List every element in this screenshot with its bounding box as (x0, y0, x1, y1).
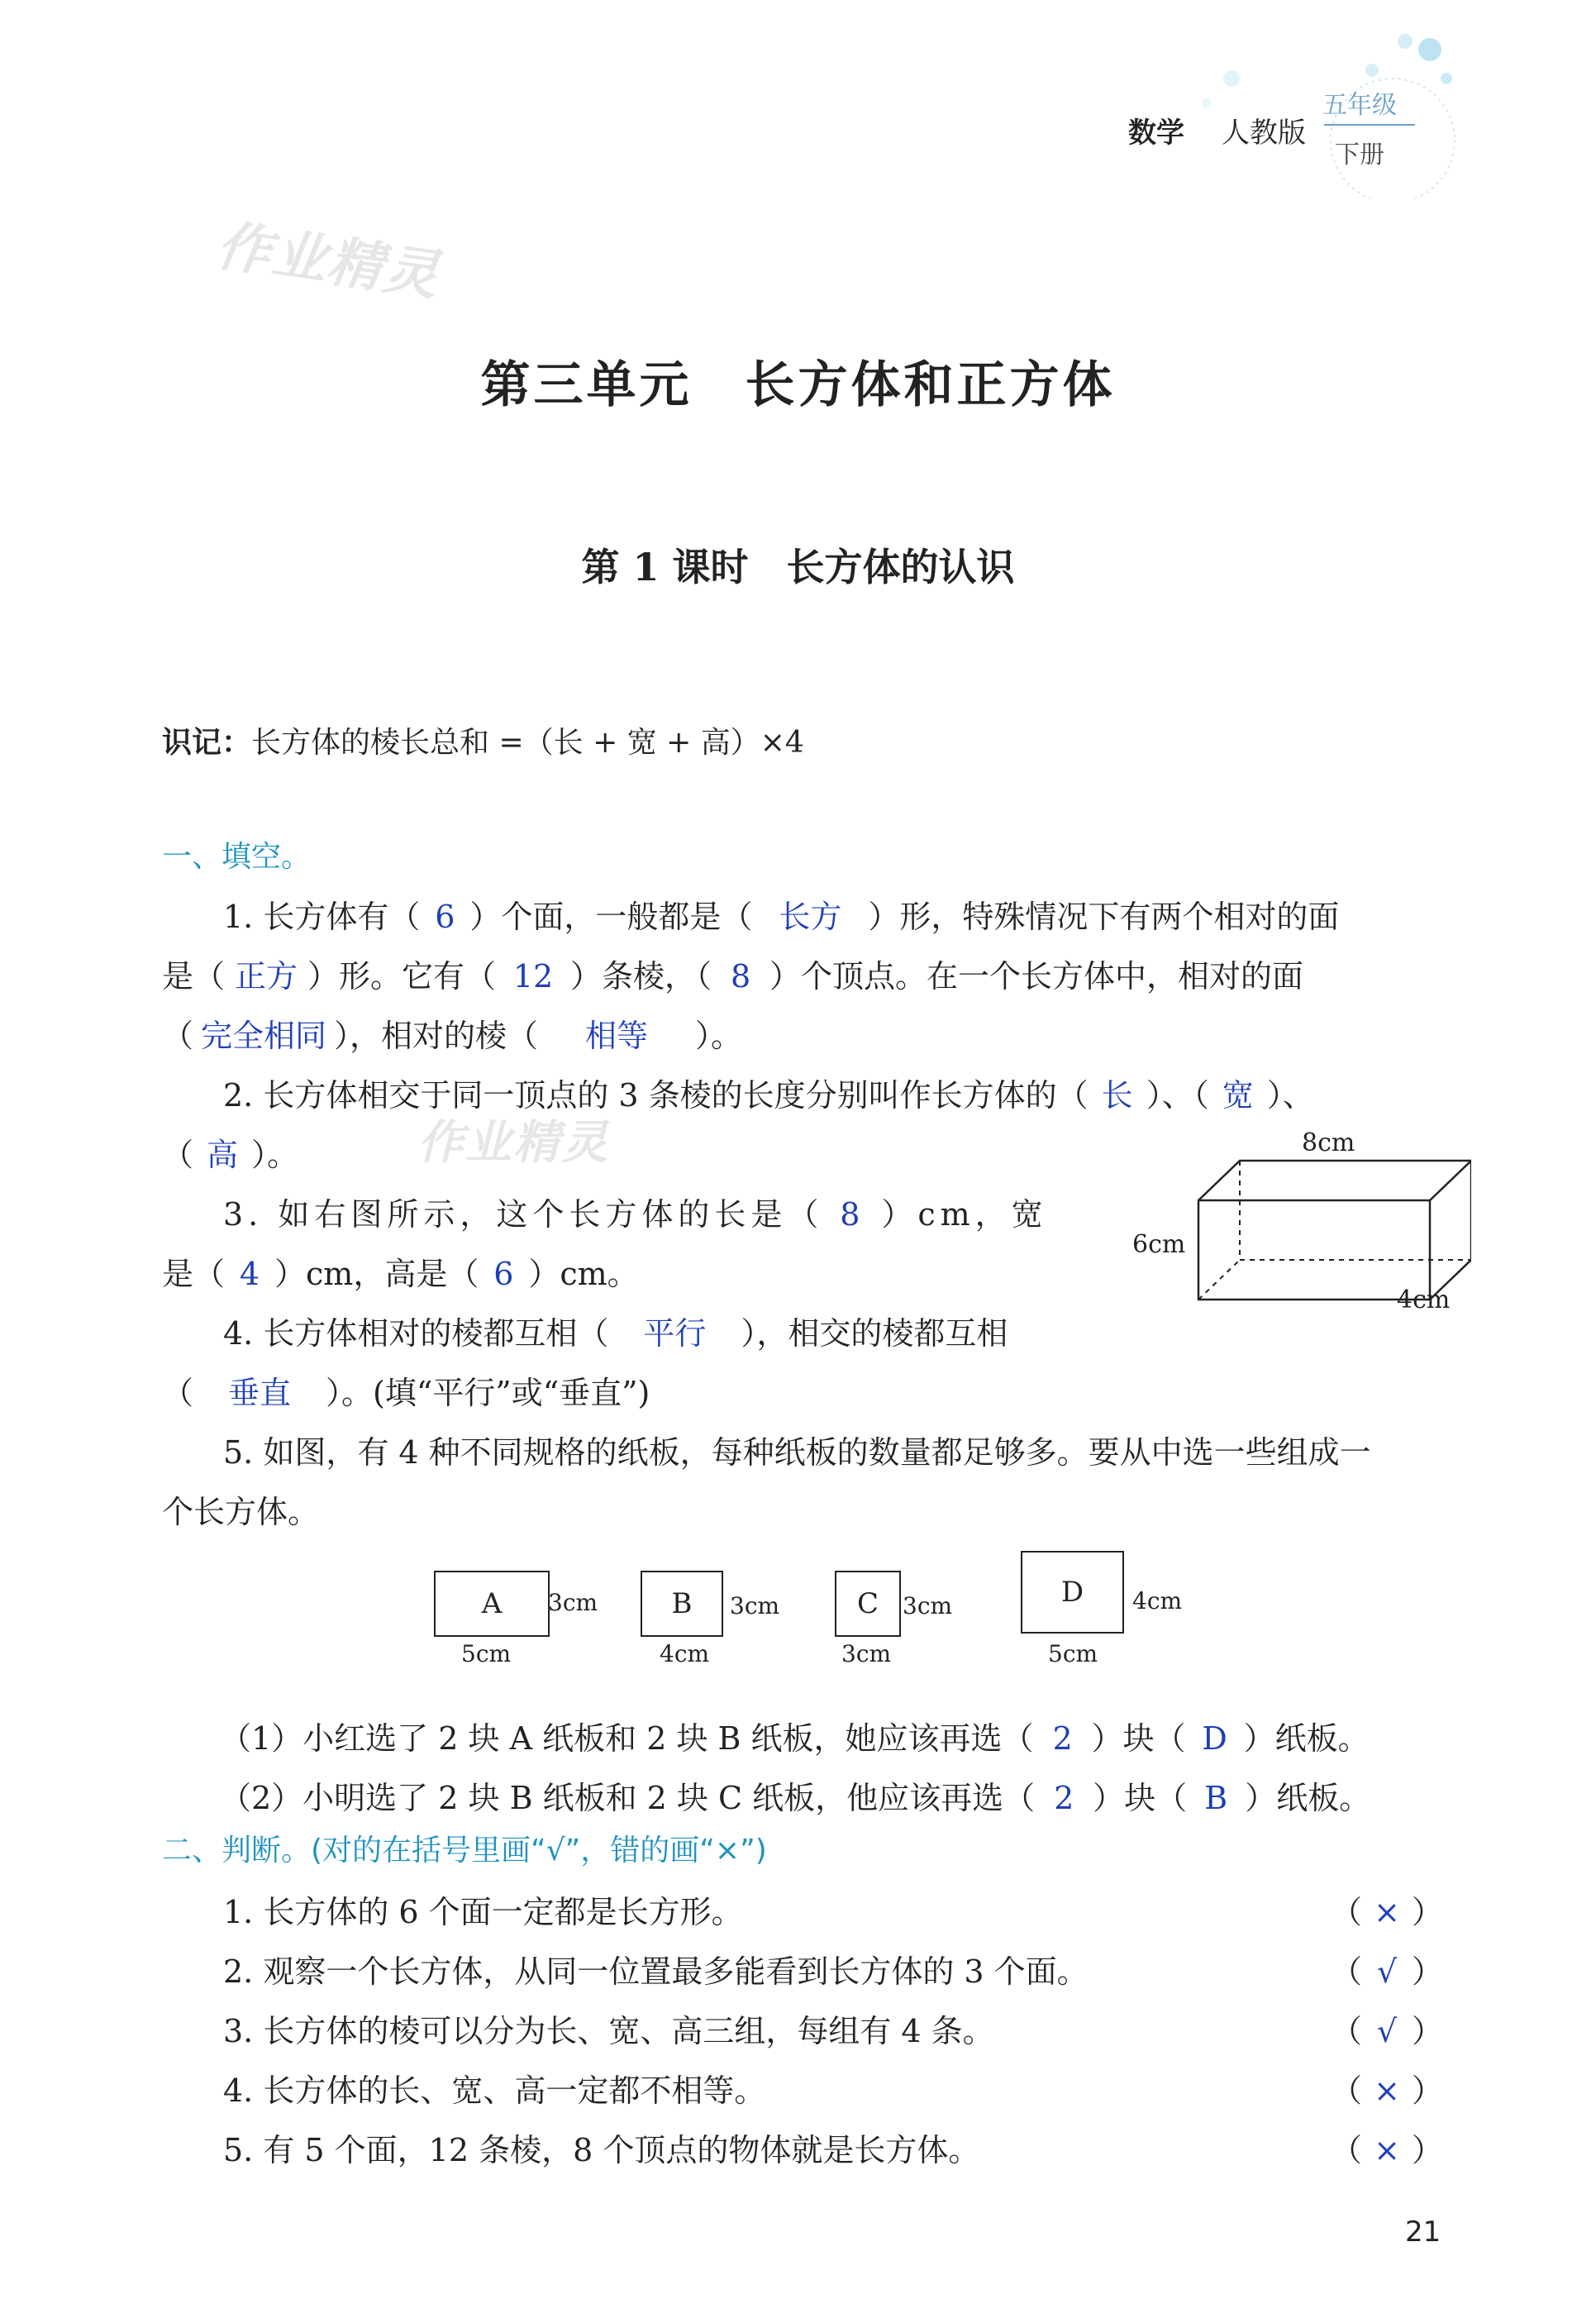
judge-item-3: 3. 长方体的棱可以分为长、宽、高三组，每组有 4 条。 (223, 2013, 994, 2049)
q4-line2: （ 垂直 ）。(填“平行”或“垂直”) (162, 1367, 650, 1413)
q1-line1: 1. 长方体有（ 6 ）个面，一般都是（ 长方 ）形，特殊情况下有两个相对的面 (223, 891, 1339, 937)
board-d: D (1021, 1551, 1124, 1634)
q1-answer-faces: 6 (435, 899, 455, 935)
q1-answer-shape: 长方 (779, 899, 842, 935)
board-b-bottom: 4cm (660, 1640, 710, 1667)
watermark-mid: 作业精灵 (417, 1116, 609, 1170)
page-number: 21 (1405, 2216, 1441, 2249)
watermark-top: 作业精灵 (212, 213, 445, 308)
q5-1-answer-count: 2 (1052, 1720, 1073, 1757)
cuboid-figure (1124, 1124, 1471, 1323)
lesson-title: 第 1 课时 长方体的认识 (581, 545, 1015, 589)
section1-title: 一、填空。 (162, 840, 312, 874)
header-edition: 人教版 (1222, 117, 1306, 150)
q1-line3: （ 完全相同 ），相对的棱（ 相等 ）。 (162, 1010, 742, 1056)
q1-answer-vertices: 8 (730, 958, 751, 994)
q5-line2: 个长方体。 (162, 1494, 320, 1530)
q4-answer-parallel: 平行 (643, 1315, 707, 1352)
q2-answer-height: 高 (207, 1137, 239, 1173)
q5-part1: （1）小红选了 2 块 A 纸板和 2 块 B 纸板，她应该再选（ 2 ）块（ D ）纸板。 (220, 1720, 1370, 1757)
q3-line2: 是（ 4 ）cm，高是（ 6 ）cm。 (162, 1256, 639, 1292)
board-d-side: 4cm (1132, 1587, 1183, 1615)
board-b-side: 3cm (730, 1592, 780, 1619)
q5-2-answer-count: 2 (1054, 1780, 1074, 1816)
header-divider (1324, 124, 1415, 126)
judge-mark-2: （ √ ） (1331, 1953, 1444, 1990)
q1-answer-square: 正方 (235, 958, 298, 994)
q5-part2: （2）小明选了 2 块 B 纸板和 2 块 C 纸板，他应该再选（ 2 ）块（ B ）纸板。 (220, 1780, 1371, 1816)
q1-answer-edges-equal: 相等 (585, 1018, 649, 1054)
judge-item-1: 1. 长方体的 6 个面一定都是长方形。 (223, 1894, 743, 1930)
q2-line2: （ 高 ）。 (162, 1129, 298, 1175)
board-a: A (434, 1571, 550, 1637)
board-d-bottom: 5cm (1048, 1640, 1098, 1667)
board-c-bottom: 3cm (841, 1640, 892, 1667)
judge-mark-5: （ × ） (1331, 2132, 1444, 2168)
board-a-side: 3cm (548, 1589, 598, 1616)
q5-line1: 5. 如图，有 4 种不同规格的纸板，每种纸板的数量都足够多。要从中选一些组成一 (223, 1434, 1371, 1471)
judge-item-4: 4. 长方体的长、宽、高一定都不相等。 (223, 2072, 766, 2109)
q2-answer-length: 长 (1101, 1077, 1133, 1114)
q2-line1: 2. 长方体相交于同一顶点的 3 条棱的长度分别叫作长方体的（ 长 ）、（ 宽 ）、 (223, 1070, 1314, 1115)
q2-answer-width: 宽 (1222, 1077, 1254, 1114)
header-volume: 下册 (1335, 141, 1384, 169)
q3-answer-width: 4 (239, 1256, 260, 1292)
judge-item-5: 5. 有 5 个面，12 条棱，8 个顶点的物体就是长方体。 (223, 2132, 980, 2168)
q4-answer-perpendicular: 垂直 (228, 1375, 292, 1411)
header-decoration (1041, 17, 1471, 198)
judge-mark-3: （ √ ） (1331, 2013, 1444, 2049)
q5-1-answer-board: D (1202, 1720, 1227, 1757)
memo-label: 识记： (162, 726, 252, 760)
q3-line1: 3. 如右图所示，这个长方体的长是（ 8 ）cm，宽 (223, 1196, 1048, 1233)
unit-title: 第三单元 长方体和正方体 (480, 356, 1116, 414)
cuboid-height-label: 6cm (1132, 1230, 1186, 1259)
q3-answer-length: 8 (840, 1196, 865, 1233)
cuboid-width-label: 4cm (1397, 1285, 1451, 1314)
q1-line2: 是（ 正方 ）形。它有（ 12 ）条棱，（ 8 ）个顶点。在一个长方体中，相对的面 (162, 951, 1303, 996)
board-a-bottom: 5cm (461, 1640, 512, 1667)
q4-line1: 4. 长方体相对的棱都互相（ 平行 ），相交的棱都互相 (223, 1308, 1008, 1353)
q1-answer-faces-same: 完全相同 (201, 1018, 327, 1054)
judge-mark-1: （ × ） (1331, 1894, 1444, 1930)
board-c: C (835, 1571, 901, 1637)
header-grade: 五年级 (1322, 91, 1397, 120)
q5-2-answer-board: B (1204, 1780, 1228, 1816)
q3-answer-height: 6 (493, 1256, 514, 1292)
judge-mark-4: （ × ） (1331, 2072, 1444, 2109)
memo (162, 719, 804, 761)
board-b: B (641, 1571, 723, 1637)
q1-answer-edges: 12 (512, 958, 554, 994)
section2-title: 二、判断。(对的在括号里画“√”，错的画“×”) (162, 1834, 767, 1867)
judge-item-2: 2. 观察一个长方体，从同一位置最多能看到长方体的 3 个面。 (223, 1953, 1089, 1990)
board-c-side: 3cm (903, 1592, 953, 1619)
cuboid-length-label: 8cm (1302, 1128, 1355, 1157)
header-subject: 数学 (1128, 117, 1184, 150)
memo-text: 长方体的棱长总和 =（长 + 宽 + 高）×4 (251, 726, 804, 760)
